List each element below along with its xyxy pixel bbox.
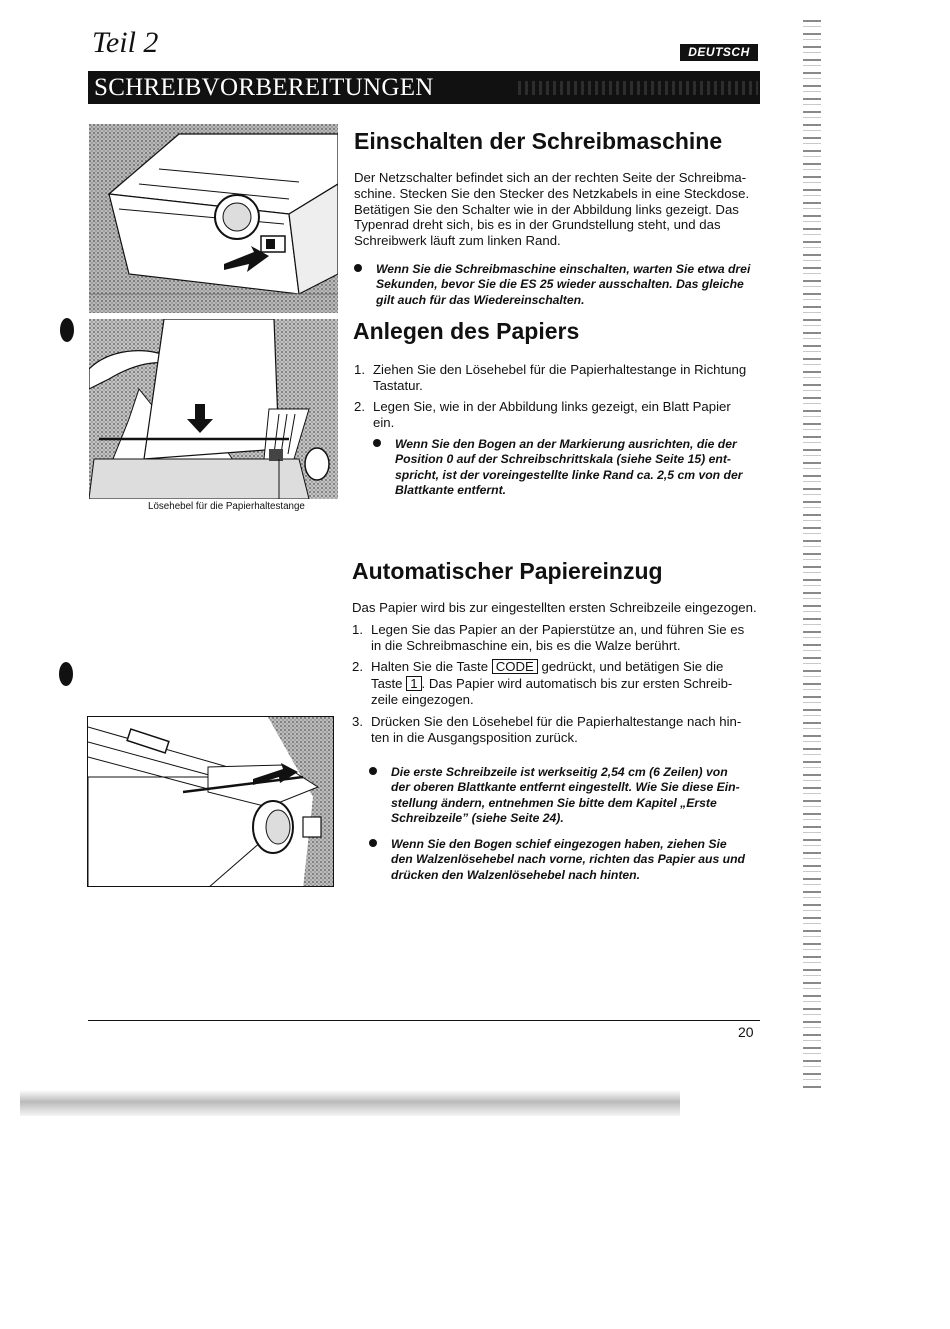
text-line: zeile eingezogen.: [371, 691, 474, 707]
step-number: 1.: [354, 362, 365, 377]
text-fragment: gedrückt, und betätigen Sie die: [541, 659, 724, 674]
page-number: 20: [738, 1024, 754, 1040]
text-line: Der Netzschalter befindet sich an der rechten Seite der Schreibma-: [354, 170, 747, 185]
text-line: Schreibwerk läuft zum linken Rand.: [354, 233, 561, 249]
text-line: Ziehen Sie den Lösehebel für die Papierhaltestange in Richtung: [373, 362, 747, 377]
text-line: in die Schreibmaschine ein, bis es die Walze berührt.: [371, 637, 681, 653]
text-line: gilt auch für das Wiedereinschalten.: [376, 292, 585, 307]
text-line: Sekunden, bevor Sie die ES 25 wieder ausschalten. Das gleiche: [376, 277, 744, 292]
bar-texture: [518, 81, 758, 95]
figure-caption: Lösehebel für die Papierhaltestange: [148, 501, 305, 512]
bullet-icon: [369, 767, 377, 775]
footer-rule: [88, 1020, 760, 1021]
code-key-label: CODE: [492, 659, 538, 674]
release-lever-illustration: [87, 716, 334, 887]
text-line: Tastatur.: [373, 377, 423, 393]
bullet-icon: [354, 264, 362, 272]
auto-feed-step-1: [352, 622, 772, 654]
text-line: Die erste Schreibzeile ist werkseitig 2,54 cm (6 Zeilen) von: [391, 765, 728, 779]
text-line: schine. Stecken Sie den Stecker des Netzkabels in eine Steckdose.: [354, 185, 750, 201]
step-number: 2.: [352, 659, 363, 674]
text-line: Wenn Sie den Bogen schief eingezogen haben, ziehen Sie: [391, 837, 727, 851]
skewed-paper-note: [369, 837, 769, 883]
bullet-icon: [373, 439, 381, 447]
language-badge: DEUTSCH: [680, 44, 758, 61]
text-line: ein.: [373, 414, 395, 430]
text-line: Position 0 auf der Schreibschrittskala (siehe Seite 15) ent-: [395, 452, 731, 467]
text-line: stellung ändern, entnehmen Sie bitte dem Kapitel „Erste: [391, 795, 717, 810]
step-number: 1.: [352, 622, 363, 637]
power-on-paragraph: [354, 170, 774, 249]
scan-bottom-edge: [20, 1090, 680, 1116]
part-label: Teil 2: [92, 26, 159, 59]
text-line: Wenn Sie den Bogen an der Markierung ausrichten, die der: [395, 437, 737, 451]
text-line: der oberen Blattkante entfernt eingestellt. Wie Sie diese Ein-: [391, 780, 740, 795]
section-title: SCHREIBVORBEREITUNGEN: [94, 74, 434, 101]
punch-hole-mark: [60, 318, 74, 342]
text-fragment: . Das Papier wird automatisch bis zur ersten Schreib-: [421, 675, 733, 691]
text-line: Drücken Sie den Lösehebel für die Papierhaltestange nach hin-: [371, 714, 742, 729]
release-lever-drawing: [88, 717, 334, 887]
text-line: [371, 676, 772, 692]
text-line: [371, 659, 772, 675]
paper-insert-illustration: [89, 319, 338, 499]
text-line: Schreibzeile” (siehe Seite 24).: [391, 810, 564, 825]
text-line: spricht, ist der voreingestellte linke Rand ca. 2,5 cm von der: [395, 467, 743, 482]
auto-feed-step-2: [352, 659, 772, 707]
auto-feed-step-3: [352, 714, 772, 746]
section-heading-paper-loading: Anlegen des Papiers: [353, 318, 580, 344]
text-fragment: Halten Sie die Taste: [371, 659, 489, 674]
scan-margin-artifact: [803, 20, 821, 1090]
section-heading-power-on: Einschalten der Schreibmaschine: [354, 128, 723, 154]
step-number: 2.: [354, 399, 365, 414]
text-line: drücken den Walzenlösehebel nach hinten.: [391, 867, 640, 882]
step-number: 3.: [352, 714, 363, 729]
text-line: ten in die Ausgangsposition zurück.: [371, 729, 578, 745]
punch-hole-mark: [59, 662, 73, 686]
text-fragment: Taste: [371, 675, 403, 691]
text-line: den Walzenlösehebel nach vorne, richten das Papier aus und: [391, 852, 745, 867]
paper-insert-drawing: [89, 319, 338, 499]
typewriter-side-drawing: [89, 124, 338, 313]
section-heading-auto-feed: Automatischer Papiereinzug: [352, 558, 663, 584]
text-line: Blattkante entfernt.: [395, 482, 507, 497]
paper-step-2: [354, 399, 774, 431]
text-line: Legen Sie, wie in der Abbildung links gezeigt, ein Blatt Papier: [373, 399, 731, 414]
auto-feed-intro: Das Papier wird bis zur eingestellten ersten Schreibzeile eingezogen.: [352, 600, 757, 615]
paper-step-1: [354, 362, 774, 394]
power-switch-illustration: [89, 124, 338, 313]
bullet-icon: [369, 839, 377, 847]
power-on-note: [354, 262, 774, 308]
section-title-bar: [88, 71, 760, 104]
one-key-label: 1: [406, 676, 421, 691]
text-line: Legen Sie das Papier an der Papierstütze an, und führen Sie es: [371, 622, 745, 637]
text-line: Betätigen Sie den Schalter wie in der Abbildung links gezeigt. Das: [354, 201, 739, 217]
paper-alignment-note: [373, 437, 773, 498]
text-line: Wenn Sie die Schreibmaschine einschalten, warten Sie etwa drei: [376, 262, 751, 276]
first-line-note: [369, 765, 769, 826]
text-line: Typenrad dreht sich, bis es in der Grundstellung steht, und das: [354, 217, 721, 233]
